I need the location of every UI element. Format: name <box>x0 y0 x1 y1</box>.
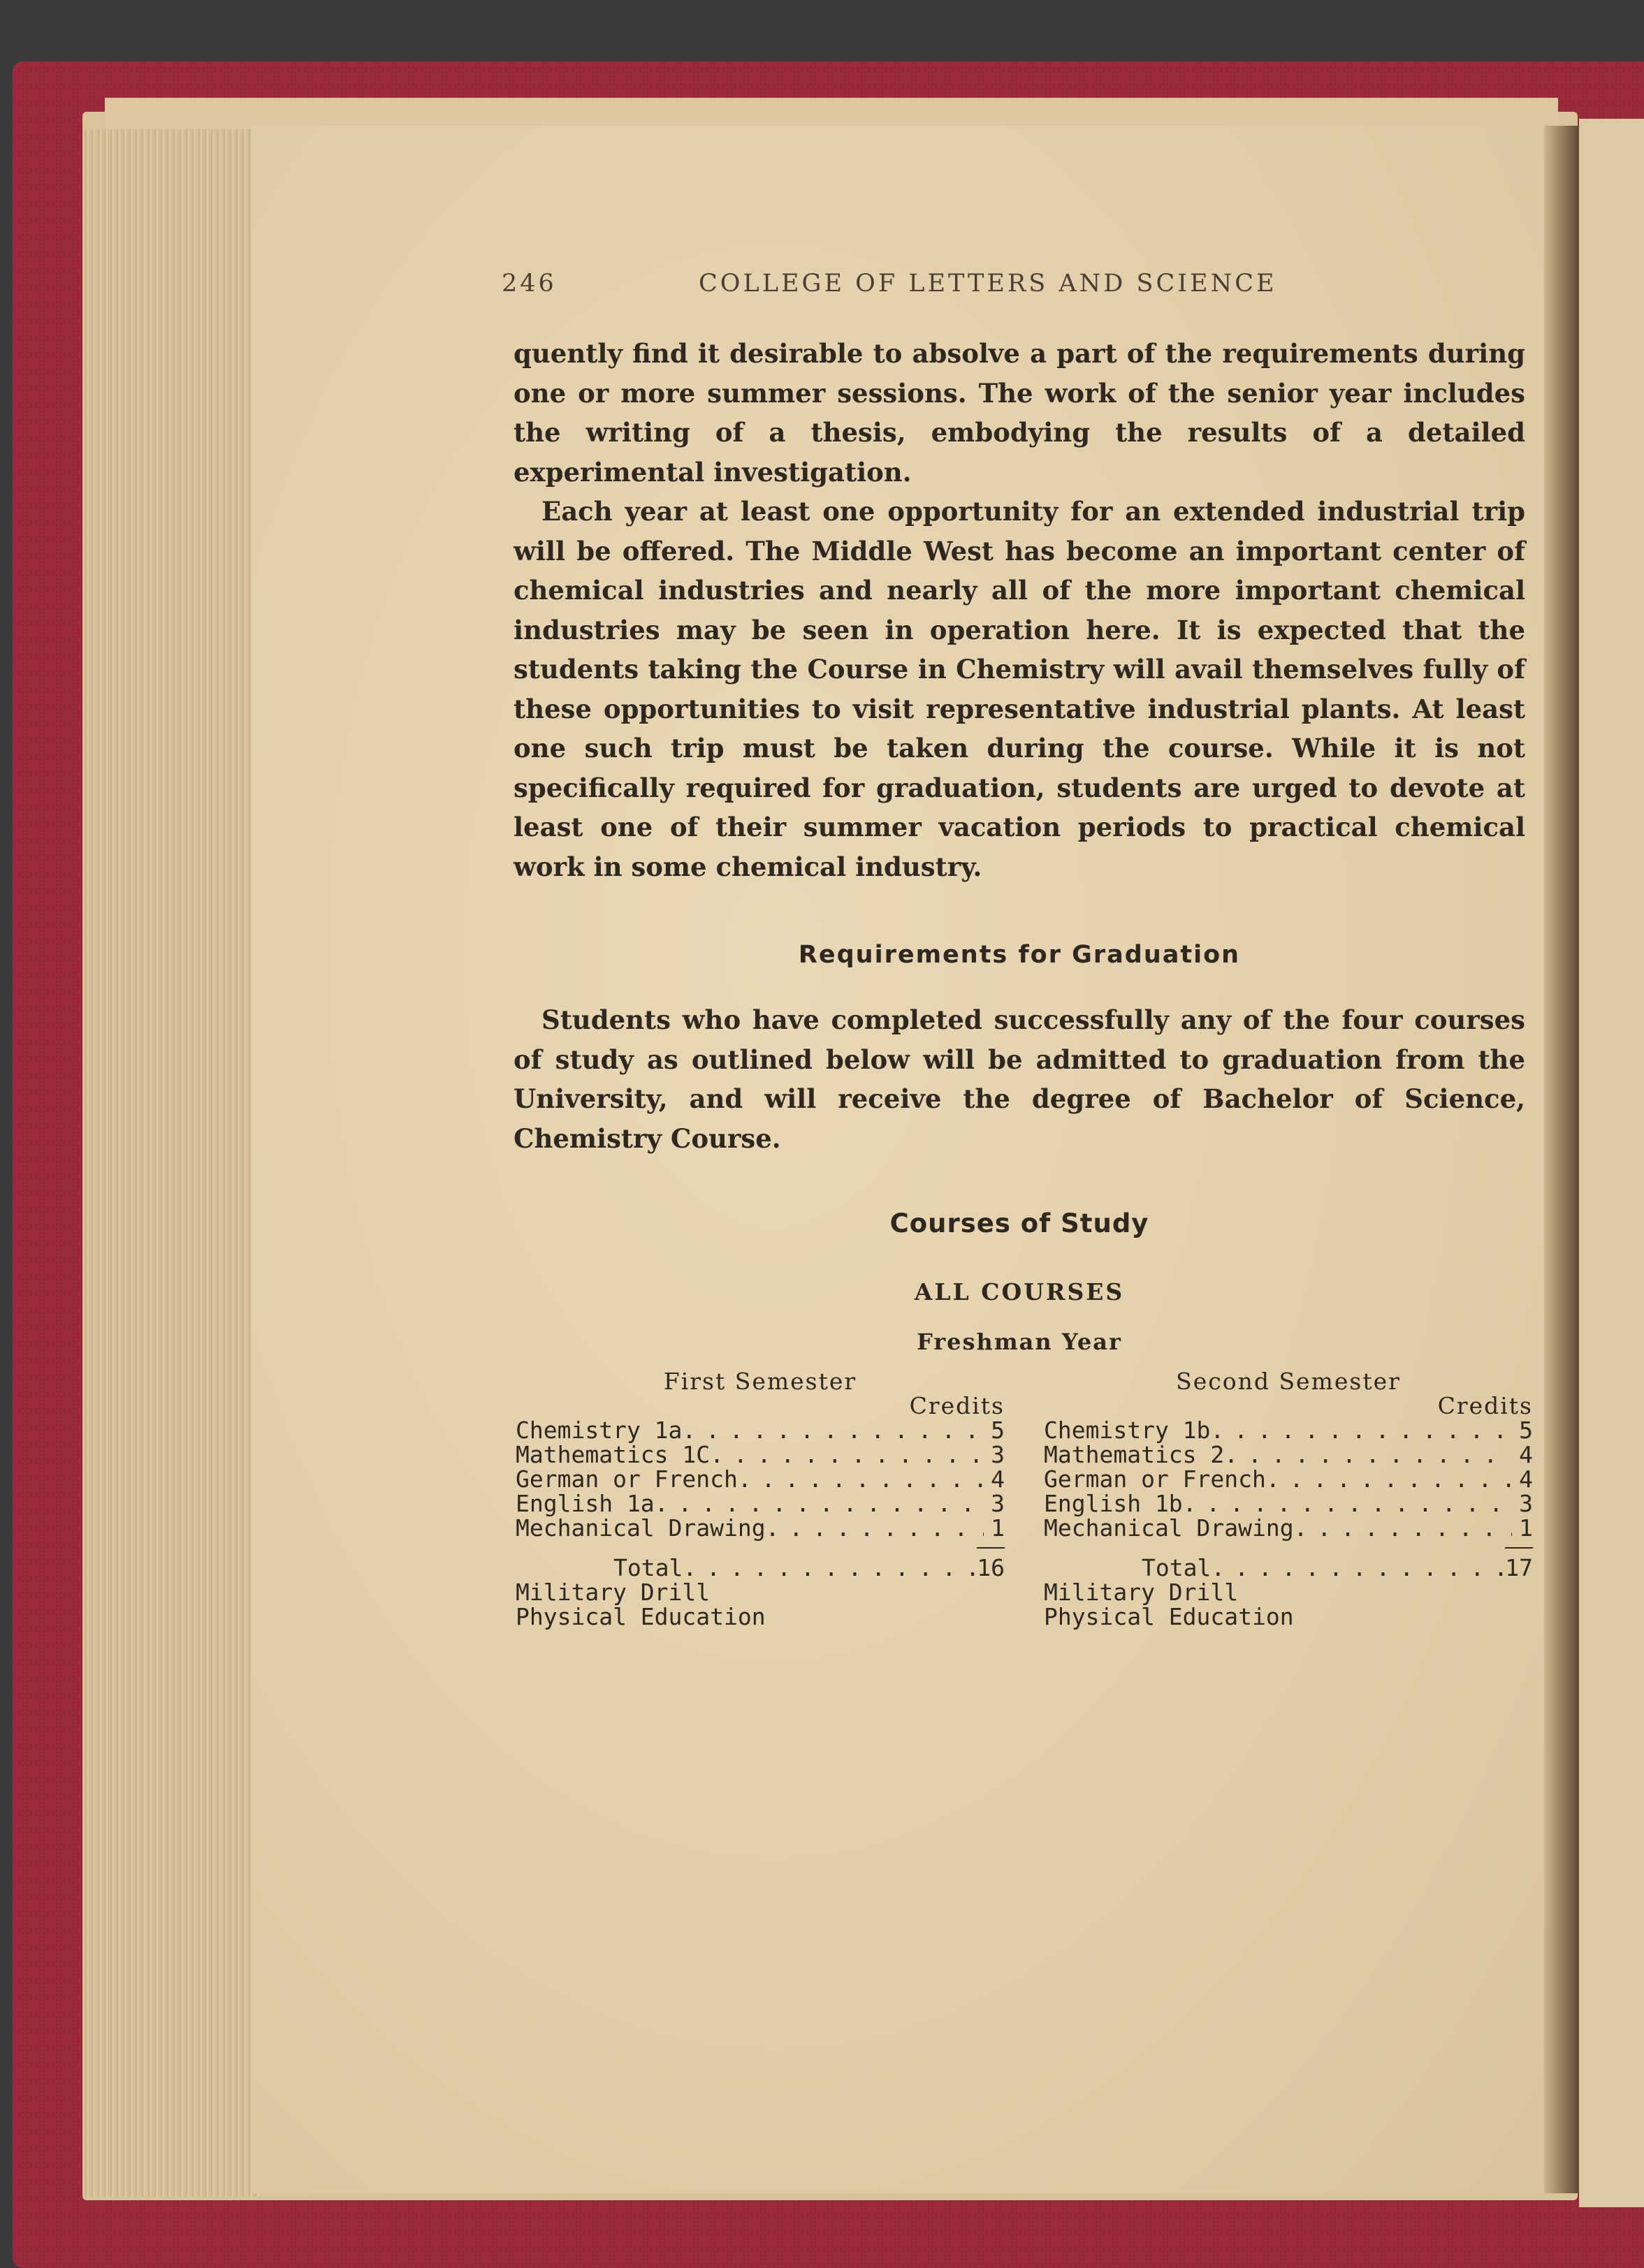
course-row <box>1044 1418 1533 1442</box>
course-row <box>1044 1442 1533 1467</box>
course-credits: 3 <box>991 1441 1005 1468</box>
course-row <box>516 1418 1005 1442</box>
courses-year: Freshman Year <box>917 1329 1122 1355</box>
courses-group: ALL COURSES <box>914 1278 1125 1305</box>
paragraph: Students who have completed successfully any of the four courses of study as outlined below will be admitted to graduation from the University, and will receive the degree of Bachelor of Science, Chemistry Course. <box>514 1004 1525 1154</box>
semester-title: Second Semester <box>1176 1368 1401 1395</box>
semester-title: First Semester <box>663 1368 857 1395</box>
course-credits: 4 <box>991 1465 1005 1493</box>
course-credits: 5 <box>991 1417 1005 1444</box>
paragraph: quently find it desirable to absolve a part of the requirements during one or more summer sessions. The work of the senior year includes the writing of a thesis, embodying the results of a detailed experimental investigation. <box>514 338 1525 488</box>
total-rule <box>977 1547 1005 1549</box>
total-credits: 17 <box>1505 1554 1533 1581</box>
book-gutter <box>1544 126 1579 2193</box>
requirements-text <box>514 1000 1525 1158</box>
course-name: German or French <box>1044 1465 1266 1493</box>
body-text <box>514 334 1525 886</box>
second-semester <box>1044 1369 1533 1629</box>
course-name: English 1a <box>516 1490 655 1517</box>
course-credits: 5 <box>1519 1417 1533 1444</box>
extra-item: Physical Education <box>1044 1603 1294 1630</box>
course-credits: 1 <box>1519 1514 1533 1542</box>
first-semester <box>516 1369 1005 1629</box>
course-name: English 1b <box>1044 1490 1183 1517</box>
course-row <box>516 1491 1005 1516</box>
course-name: Mechanical Drawing <box>516 1514 766 1542</box>
total-label: Total <box>613 1554 683 1581</box>
course-name: Chemistry 1a <box>516 1417 683 1444</box>
credits-label: Credits <box>1437 1392 1533 1419</box>
page-stack-edge <box>84 129 259 2197</box>
course-name: Mechanical Drawing <box>1044 1514 1294 1542</box>
page-number: 246 <box>502 270 557 298</box>
running-title: COLLEGE OF LETTERS AND SCIENCE <box>699 270 1277 298</box>
facing-page-edge <box>1579 119 1644 2207</box>
course-credits: 3 <box>1519 1490 1533 1517</box>
extra-item: Military Drill <box>1044 1579 1239 1606</box>
total-row <box>516 1556 1005 1580</box>
course-row <box>1044 1491 1533 1516</box>
course-row <box>516 1516 1005 1540</box>
course-row <box>516 1467 1005 1491</box>
total-rule <box>1505 1547 1533 1549</box>
course-name: Mathematics 2 <box>1044 1441 1225 1468</box>
total-label: Total <box>1142 1554 1212 1581</box>
requirements-heading: Requirements for Graduation <box>798 941 1241 969</box>
course-credits: 4 <box>1519 1465 1533 1493</box>
course-credits: 4 <box>1519 1441 1533 1468</box>
course-name: Mathematics 1C <box>516 1441 711 1468</box>
course-credits: 1 <box>991 1514 1005 1542</box>
paragraph: Each year at least one opportunity for an extended industrial trip will be offered. The Middle West has become an important center of chemical industries and nearly all of the more important chemical industries may be seen in operation here. It is expected that the students taking the Course in Chemistry will avail themselves fully of these opportunities to visit representative industrial plants. At least one such trip must be taken during the course. While it is not specifically required for graduation, students are urged to devote at least one of their summer vacation periods to practical chemical work in some chemical industry. <box>514 496 1525 882</box>
course-credits: 3 <box>991 1490 1005 1517</box>
courses-heading: Courses of Study <box>889 1208 1149 1238</box>
course-name: Chemistry 1b <box>1044 1417 1211 1444</box>
extra-item: Physical Education <box>516 1603 766 1630</box>
course-name: German or French <box>516 1465 738 1493</box>
course-row <box>516 1442 1005 1467</box>
course-row <box>1044 1467 1533 1491</box>
course-row <box>1044 1516 1533 1540</box>
extra-item: Military Drill <box>516 1579 711 1606</box>
total-credits: 16 <box>977 1554 1005 1581</box>
credits-label: Credits <box>909 1392 1005 1419</box>
total-row <box>1044 1556 1533 1580</box>
